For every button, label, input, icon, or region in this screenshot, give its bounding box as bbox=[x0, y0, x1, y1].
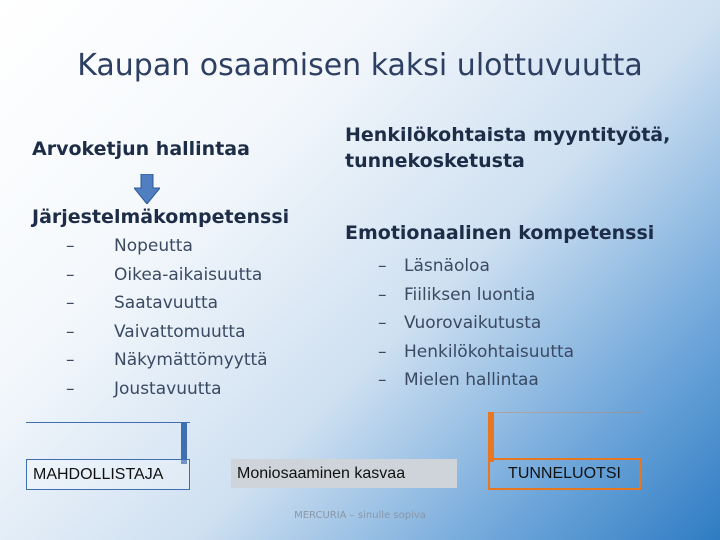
bullet-dash: – bbox=[378, 341, 387, 362]
list-item bbox=[66, 318, 268, 347]
bullet-dash: – bbox=[66, 378, 75, 399]
left-item-list bbox=[66, 232, 268, 404]
bullet-dash: – bbox=[378, 313, 387, 334]
list-item-label: Vaivattomuutta bbox=[114, 321, 246, 342]
list-item-label: Oikea-aikaisuutta bbox=[114, 264, 263, 285]
left-heading-value-chain: Arvoketjun hallintaa bbox=[32, 138, 250, 160]
down-arrow-icon bbox=[134, 174, 160, 204]
bullet-dash: – bbox=[66, 264, 75, 285]
multiskill-box: Moniosaaminen kasvaa bbox=[231, 459, 457, 488]
list-item bbox=[66, 289, 268, 318]
right-heading-personal-sales bbox=[345, 122, 670, 174]
bullet-dash: – bbox=[378, 284, 387, 305]
list-item bbox=[66, 375, 268, 404]
list-item-label: Joustavuutta bbox=[114, 378, 222, 399]
bullet-dash: – bbox=[378, 256, 387, 276]
list-item bbox=[378, 366, 574, 395]
bullet-dash: – bbox=[66, 321, 75, 342]
right-item-list bbox=[378, 252, 574, 395]
left-bracket-bar bbox=[181, 422, 187, 464]
bullet-dash: – bbox=[66, 293, 75, 314]
list-item bbox=[66, 261, 268, 290]
list-item bbox=[378, 338, 574, 367]
slide-title: Kaupan osaamisen kaksi ulottuvuutta bbox=[77, 48, 643, 83]
feeling-guide-box: TUNNELUOTSI bbox=[488, 458, 641, 490]
enabler-box: MAHDOLLISTAJA bbox=[26, 459, 190, 490]
list-item bbox=[66, 346, 268, 375]
list-item-label: Vuorovaikutusta bbox=[404, 313, 542, 334]
footer: MERCURIA – sinulle sopiva bbox=[294, 510, 426, 521]
list-item-label: Nopeutta bbox=[114, 236, 193, 256]
right-heading-emotional-competence: Emotionaalinen kompetenssi bbox=[345, 222, 655, 244]
bullet-dash: – bbox=[378, 370, 387, 391]
list-item bbox=[66, 232, 268, 261]
right-bracket-bar bbox=[488, 412, 494, 462]
right-heading-line1: Henkilökohtaista myyntityötä, bbox=[345, 124, 671, 146]
list-item-label: Fiiliksen luontia bbox=[404, 284, 536, 305]
list-item-label: Näkymättömyyttä bbox=[114, 350, 268, 371]
bullet-dash: – bbox=[66, 236, 75, 256]
list-item bbox=[378, 281, 574, 310]
list-item-label: Mielen hallintaa bbox=[404, 370, 539, 391]
bullet-dash: – bbox=[66, 350, 75, 371]
right-heading-line2: tunnekosketusta bbox=[345, 150, 525, 172]
right-bracket-top bbox=[488, 412, 641, 413]
list-item-label: Läsnäoloa bbox=[404, 256, 490, 276]
list-item-label: Saatavuutta bbox=[114, 293, 219, 314]
list-item bbox=[378, 252, 574, 281]
list-item bbox=[378, 309, 574, 338]
left-heading-system-competence: Järjestelmäkompetenssi bbox=[32, 206, 290, 228]
list-item-label: Henkilökohtaisuutta bbox=[404, 341, 575, 362]
